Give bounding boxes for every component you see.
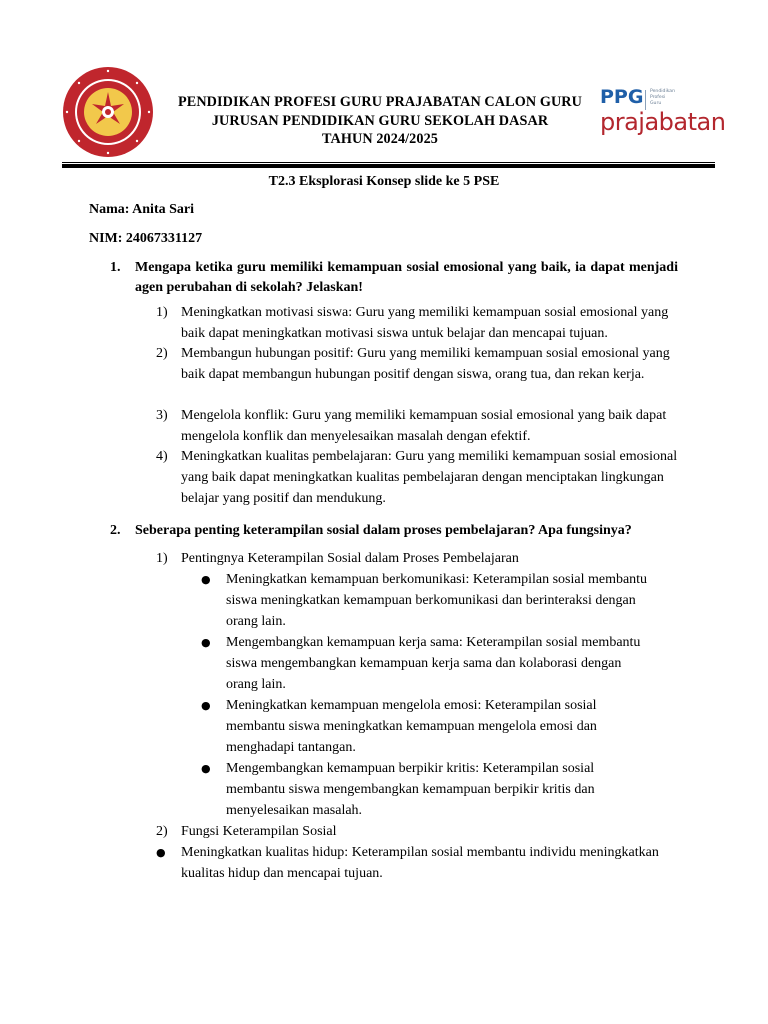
- list-item: [156, 302, 678, 343]
- section-heading: Pentingnya Keterampilan Sosial dalam Proses Pembelajaran: [181, 551, 519, 566]
- ppg-prajabatan-logo: [600, 86, 725, 146]
- bullet-text: Meningkatkan kemampuan mengelola emosi: Keterampilan sosial membantu siswa meningkatkan kemampuan mengelola emosi dan menghadapi tantangan.: [226, 698, 597, 755]
- document-title: T2.3 Eksplorasi Konsep slide ke 5 PSE: [268, 174, 500, 189]
- institution-header: [160, 93, 600, 149]
- question-number: 1.: [110, 260, 121, 275]
- list-item-text: Meningkatkan motivasi siswa: Guru yang memiliki kemampuan sosial emosional yang baik dapat meningkatkan motivasi siswa untuk belajar dan mencapai tujuan.: [181, 305, 669, 341]
- bullet-text: Meningkatkan kemampuan berkomunikasi: Keterampilan sosial membantu siswa meningkatkan kemampuan berkomunikasi dan berinteraksi dengan orang lain.: [226, 572, 648, 629]
- answer-list-2: [156, 548, 676, 569]
- header-rule-thick: [62, 164, 715, 168]
- ppg-logo-bottom: prajabatan: [600, 108, 726, 136]
- question-2: [110, 521, 678, 541]
- answer-list-2b: [156, 821, 676, 884]
- bullet-icon: ●: [201, 762, 211, 775]
- bullet-item: [201, 569, 656, 632]
- section-heading-item: [156, 821, 676, 842]
- bullet-icon: ●: [201, 573, 211, 586]
- header-line-2: JURUSAN PENDIDIKAN GURU SEKOLAH DASAR: [211, 112, 549, 129]
- question-1: [110, 258, 678, 298]
- ppg-logo-divider: [645, 90, 646, 110]
- list-marker: 2): [156, 346, 168, 361]
- section-heading-item: [156, 548, 676, 569]
- ppg-logo-top: PPG: [600, 86, 644, 108]
- bullet-item: [156, 842, 676, 884]
- list-marker: 4): [156, 449, 168, 464]
- list-marker: 1): [156, 551, 168, 566]
- list-item: [156, 446, 678, 508]
- list-item: [156, 343, 678, 405]
- question-number: 2.: [110, 523, 121, 538]
- header-rule-thin: [62, 162, 715, 163]
- answer-list-1: [156, 302, 678, 508]
- bullet-item: [201, 758, 656, 821]
- list-marker: 2): [156, 824, 168, 839]
- list-item-text: Mengelola konflik: Guru yang memiliki kemampuan sosial emosional yang baik dapat mengelola konflik dan menyelesaikan masalah dengan efektif.: [181, 408, 667, 444]
- list-marker: 1): [156, 305, 168, 320]
- bullet-icon: ●: [156, 846, 166, 859]
- bullet-text: Mengembangkan kemampuan kerja sama: Keterampilan sosial membantu siswa mengembangkan kemampuan kerja sama dan kolaborasi dengan orang lain.: [226, 635, 641, 692]
- bullet-item: [201, 632, 656, 695]
- list-item-text: Meningkatkan kualitas pembelajaran: Guru yang memiliki kemampuan sosial emosional yang baik dapat meningkatkan kualitas pembelajaran dengan menciptakan lingkungan belajar yang positif dan mendukung.: [181, 449, 678, 506]
- bullet-text: Mengembangkan kemampuan berpikir kritis: Keterampilan sosial membantu siswa mengembangkan kemampuan berpikir kritis dan menyelesaikan masalah.: [226, 761, 595, 818]
- student-nim: NIM: 24067331127: [89, 231, 203, 246]
- university-seal-logo: [62, 66, 154, 158]
- bullet-icon: ●: [201, 699, 211, 712]
- list-item: [156, 405, 678, 446]
- bullet-text: Meningkatkan kualitas hidup: Keterampilan sosial membantu individu meningkatkan kualitas hidup dan mencapai tujuan.: [181, 845, 659, 881]
- bullet-list-1: [201, 569, 656, 821]
- question-text: Mengapa ketika guru memiliki kemampuan sosial emosional yang baik, ia dapat menjadi agen perubahan di sekolah? Jelaskan!: [135, 260, 678, 295]
- bullet-icon: ●: [201, 636, 211, 649]
- student-name: Nama: Anita Sari: [89, 202, 194, 217]
- question-text: Seberapa penting keterampilan sosial dalam proses pembelajaran? Apa fungsinya?: [135, 523, 632, 538]
- list-marker: 3): [156, 408, 168, 423]
- ppg-logo-small-text: Pendidikan Profesi Guru: [650, 89, 676, 106]
- bullet-item: [201, 695, 656, 758]
- list-item-text: Membangun hubungan positif: Guru yang memiliki kemampuan sosial emosional yang baik dapat membangun hubungan positif dengan siswa, orang tua, dan rekan kerja.: [181, 346, 670, 382]
- header-line-3: TAHUN 2024/2025: [322, 131, 438, 147]
- header-line-1: PENDIDIKAN PROFESI GURU PRAJABATAN CALON GURU: [178, 94, 582, 110]
- section-heading: Fungsi Keterampilan Sosial: [181, 824, 337, 839]
